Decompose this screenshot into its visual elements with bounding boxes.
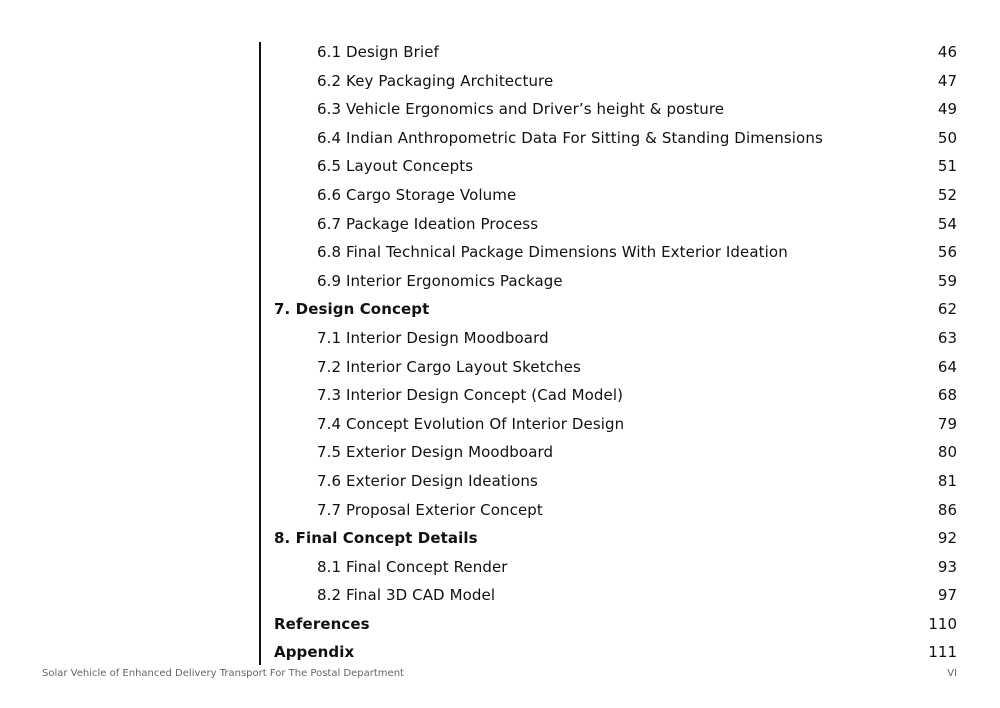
toc-entry-page-number: 110 [928,614,957,633]
toc-subsection-entry[interactable] [0,181,1000,210]
toc-entry-page-number: 92 [937,529,957,548]
toc-section-entry[interactable] [0,524,1000,553]
toc-subsection-entry[interactable] [0,496,1000,525]
toc-entry-title: 6.4 Indian Anthropometric Data For Sitting & Standing Dimensions [317,128,823,147]
toc-entry-title: 6.5 Layout Concepts [317,157,474,176]
toc-entry-page-number: 80 [937,443,957,462]
table-of-contents [0,38,1000,667]
toc-entry-title: 6.7 Package Ideation Process [317,214,539,233]
toc-subsection-entry[interactable] [0,581,1000,610]
toc-entry-page-number: 79 [937,414,957,433]
toc-subsection-entry[interactable] [0,438,1000,467]
toc-entry-title: 8.2 Final 3D CAD Model [317,586,496,605]
toc-subsection-entry[interactable] [0,124,1000,153]
toc-entry-title: 7.5 Exterior Design Moodboard [317,443,554,462]
toc-entry-page-number: 56 [937,243,957,262]
toc-entry-page-number: 64 [937,357,957,376]
toc-section-entry[interactable] [0,610,1000,639]
toc-subsection-entry[interactable] [0,467,1000,496]
toc-entry-title: 6.2 Key Packaging Architecture [317,71,554,90]
toc-subsection-entry[interactable] [0,267,1000,296]
toc-entry-title: 8.1 Final Concept Render [317,557,508,576]
toc-entry-page-number: 68 [937,386,957,405]
toc-section-entry[interactable] [0,295,1000,324]
toc-subsection-entry[interactable] [0,238,1000,267]
toc-section-entry[interactable] [0,638,1000,667]
toc-subsection-entry[interactable] [0,38,1000,67]
toc-entry-title: 7.4 Concept Evolution Of Interior Design [317,414,625,433]
toc-subsection-entry[interactable] [0,410,1000,439]
toc-entry-title: 6.1 Design Brief [317,43,439,61]
toc-subsection-entry[interactable] [0,152,1000,181]
toc-subsection-entry[interactable] [0,210,1000,239]
toc-entry-page-number: 81 [937,471,957,490]
toc-entry-page-number: 111 [928,643,957,662]
toc-subsection-entry[interactable] [0,324,1000,353]
toc-entry-page-number: 54 [937,214,957,233]
toc-entry-page-number: 50 [937,128,957,147]
toc-entry-title: 6.9 Interior Ergonomics Package [317,271,563,290]
toc-entry-title: 7.2 Interior Cargo Layout Sketches [317,357,581,376]
toc-entry-page-number: 46 [937,43,957,61]
toc-subsection-entry[interactable] [0,353,1000,382]
toc-entry-page-number: 62 [937,300,957,319]
toc-entry-page-number: 47 [937,71,957,90]
toc-entry-page-number: 86 [937,500,957,519]
toc-entry-title: 7. Design Concept [274,300,430,319]
toc-subsection-entry[interactable] [0,67,1000,96]
toc-entry-page-number: 59 [937,271,957,290]
toc-entry-title: 6.8 Final Technical Package Dimensions With Exterior Ideation [317,243,788,262]
toc-entry-page-number: 97 [937,586,957,605]
toc-entry-title: 7.6 Exterior Design Ideations [317,471,538,490]
toc-entry-title: References [274,614,370,633]
toc-subsection-entry[interactable] [0,95,1000,124]
footer-page-number: VI [947,668,957,679]
toc-entry-page-number: 93 [937,557,957,576]
footer-document-title: Solar Vehicle of Enhanced Delivery Transport For The Postal Department [42,668,404,679]
toc-entry-title: 6.6 Cargo Storage Volume [317,185,517,204]
toc-entry-title: 8. Final Concept Details [274,529,478,548]
toc-entry-page-number: 51 [937,157,957,176]
toc-entry-page-number: 52 [937,185,957,204]
toc-entry-title: 7.1 Interior Design Moodboard [317,328,549,347]
toc-entry-page-number: 49 [937,100,957,119]
toc-entry-title: 7.3 Interior Design Concept (Cad Model) [317,386,624,405]
toc-entry-title: 6.3 Vehicle Ergonomics and Driver’s height & posture [317,100,725,119]
toc-entry-page-number: 63 [937,328,957,347]
toc-subsection-entry[interactable] [0,381,1000,410]
toc-entry-title: 7.7 Proposal Exterior Concept [317,500,543,519]
toc-subsection-entry[interactable] [0,553,1000,582]
toc-entry-title: Appendix [274,643,355,662]
